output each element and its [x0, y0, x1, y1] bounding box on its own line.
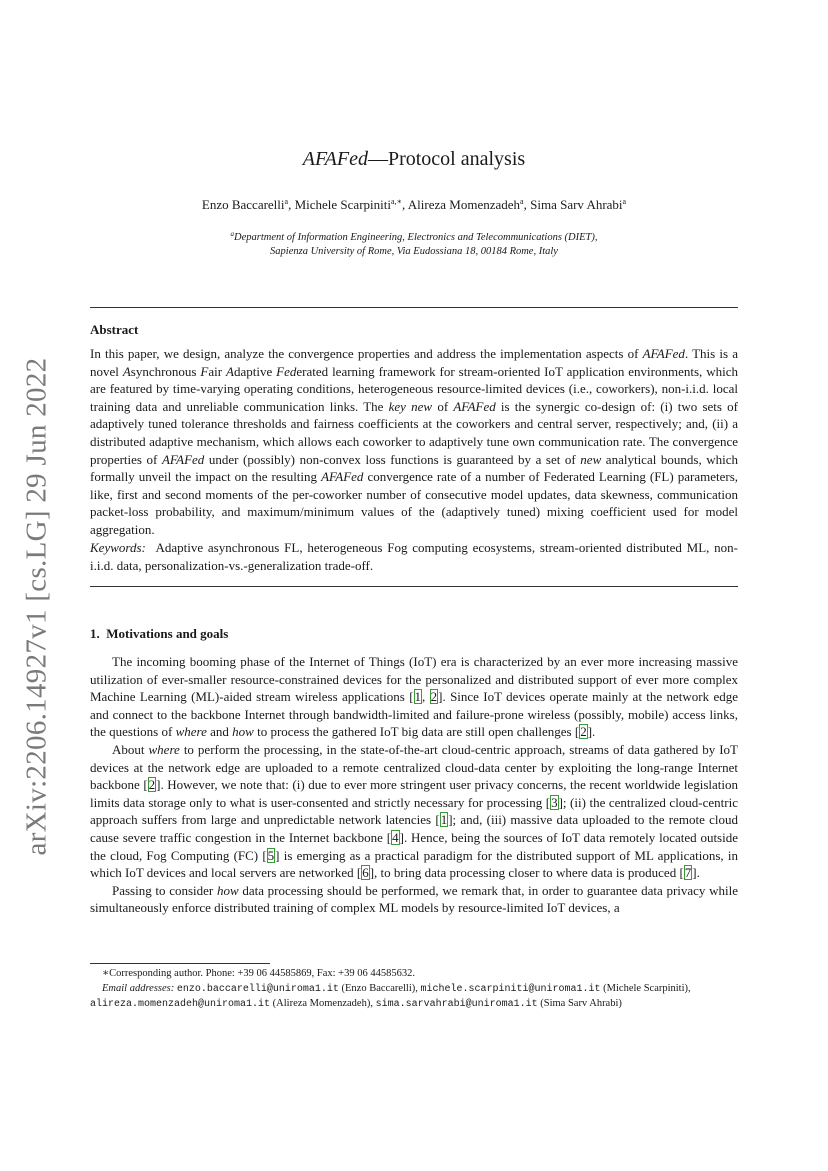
citation-link[interactable]: 5 — [267, 847, 275, 863]
keywords — [90, 539, 738, 574]
email-owner: (Michele Scarpiniti), — [603, 982, 691, 994]
arxiv-identifier-text: arXiv:2206.14927v1 [cs.LG] 29 Jun 2022 — [20, 357, 53, 855]
body-paragraph: The incoming booming phase of the Internet of Things (IoT) era is characterized by an ever more increasing massive utilization of ever-smaller resource-constrained devices for the personalized and distributed support of ever more complex Machine Learning (ML)-aided stream wireless applications [1, 2]. Since IoT devices operate mainly at the network edge and connect to the backbone Internet through bandwidth-limited and failure-prone wireless (possibly, mobile) access links, the questions of where and how to process the gathered IoT big data are still open challenges [2]. — [90, 654, 738, 740]
citation-link[interactable]: 1 — [414, 689, 422, 705]
section-body — [90, 653, 738, 917]
email-label: Email addresses: — [102, 982, 175, 994]
citation-link[interactable]: 6 — [362, 865, 369, 881]
paper-title — [0, 148, 828, 171]
section-heading — [90, 626, 228, 642]
author-name: Sima Sarv Ahrabi — [530, 197, 623, 212]
citation-link[interactable]: 2 — [148, 777, 156, 793]
author-mark: a — [520, 197, 524, 206]
abstract-heading: Abstract — [90, 322, 139, 337]
top-divider — [90, 307, 738, 308]
author-name: Alireza Momenzadeh — [407, 197, 521, 212]
bottom-divider — [90, 586, 738, 587]
citation-link[interactable]: 2 — [430, 689, 438, 705]
title-rest: —Protocol analysis — [367, 148, 526, 170]
email-link[interactable]: alireza.momenzadeh@uniroma1.it — [90, 999, 271, 1010]
affiliation-line: Sapienza University of Rome, Via Eudossiana 18, 00184 Rome, Italy — [270, 246, 558, 257]
author-mark: a,∗ — [390, 197, 402, 206]
affiliation-line: Department of Information Engineering, Electronics and Telecommunications (DIET), — [234, 232, 598, 243]
affiliation — [0, 227, 828, 259]
citation-link[interactable]: 1 — [440, 812, 448, 828]
author-mark: a — [284, 197, 289, 206]
arxiv-identifier-stamp — [8, 357, 66, 855]
email-link[interactable]: michele.scarpiniti@uniroma1.it — [420, 983, 601, 995]
author-name: Michele Scarpiniti — [294, 197, 391, 212]
footnote — [90, 967, 738, 1013]
section-number: 1. — [90, 626, 100, 641]
body-paragraph: Passing to consider how data processing should be performed, we remark that, in order to guarantee data privacy while simultaneously enforce distributed training of complex ML models by resource-limited IoT devices, a — [90, 882, 738, 916]
email-addresses — [90, 982, 738, 1013]
email-owner: (Alireza Momenzadeh), — [272, 998, 373, 1009]
email-owner: (Enzo Baccarelli), — [341, 982, 418, 994]
author-list: Enzo Baccarelli$^a$, Michele Scarpiniti$^{a,∗}$, Alireza Momenzadeh$^a$, Sima Sarv Ahrabi$^a$ — [201, 197, 627, 212]
email-owner: (Sima Sarv Ahrabi) — [540, 998, 622, 1009]
abstract-paragraph: In this paper, we design, analyze the convergence properties and address the implementation aspects of AFAFed. This is a novel Asynchronous Fair Adaptive Federated learning framework for stream-oriented IoT application environments, which are featured by time-varying operating conditions, heterogeneous resource-limited devices (i.e., coworkers), non-i.i.d. local training data and unreliable communication links. The key new of AFAFed is the synergic co-design of: (i) two sets of adaptively tuned tolerance thresholds and fairness coefficients at the coworkers and central server, respectively; and, (ii) a distributed adaptive mechanism, which allows each coworker to adaptively tune own communication rate. The convergence properties of AFAFed under (possibly) non-convex loss functions is guaranteed by a set of new analytical bounds, which formally unveil the impact on the resulting AFAFed convergence rate of a number of Federated Learning (FL) parameters, like, first and second moments of the per-coworker number of consecutive model updates, data skewness, communication packet-loss probability, and maximum/minimum values of the (adaptively tuned) mixing coefficient used for model aggregation. — [90, 346, 739, 537]
title-acronym: AFAFed — [302, 148, 368, 170]
footnote-divider — [90, 963, 270, 964]
abstract-body — [90, 345, 738, 539]
citation-link[interactable]: 2 — [580, 724, 587, 740]
body-paragraph: About where to perform the processing, in the state-of-the-art cloud-centric approach, streams of data gathered by IoT devices at the network edge are uploaded to a remote centralized cloud-data center by exploiting the long-range Internet backbone [2]. However, we note that: (i) due to ever more stringent user privacy concerns, the recent worldwide legislation limits data storage only to what is user-consented and strictly necessary for processing [3]; (ii) the centralized cloud-centric approach suffers from large and unpredictable network latencies [1]; and, (iii) massive data uploaded to the remote cloud cause severe traffic congestion in the Internet backbone [4]. Hence, being the sources of IoT data remotely located outside the cloud, Fog Computing (FC) [5] is emerging as a practical paradigm for the distributed support of ML applications, in which IoT devices and local servers are networked [6], to bring data processing closer to where data is produced [7]. — [90, 741, 739, 881]
corresponding-author-note: ∗Corresponding author. Phone: +39 06 44585869, Fax: +39 06 44585632. — [102, 968, 415, 979]
section-title: Motivations and goals — [106, 626, 229, 641]
keywords-label: Keywords: — [90, 540, 146, 555]
affiliation-mark: a — [230, 230, 235, 238]
email-link[interactable]: enzo.baccarelli@uniroma1.it — [176, 983, 339, 995]
citation-link[interactable]: 3 — [551, 794, 558, 810]
author-mark: a — [622, 197, 627, 206]
citation-link[interactable]: 7 — [684, 865, 692, 881]
citation-link[interactable]: 4 — [392, 829, 399, 845]
email-link[interactable]: sima.sarvahrabi@uniroma1.it — [375, 999, 538, 1010]
keywords-text: Adaptive asynchronous FL, heterogeneous Fog computing ecosystems, stream-oriented distributed ML, non-i.i.d. data, personalization-vs.-generalization trade-off. — [90, 540, 738, 573]
author-name: Enzo Baccarelli — [201, 197, 285, 212]
